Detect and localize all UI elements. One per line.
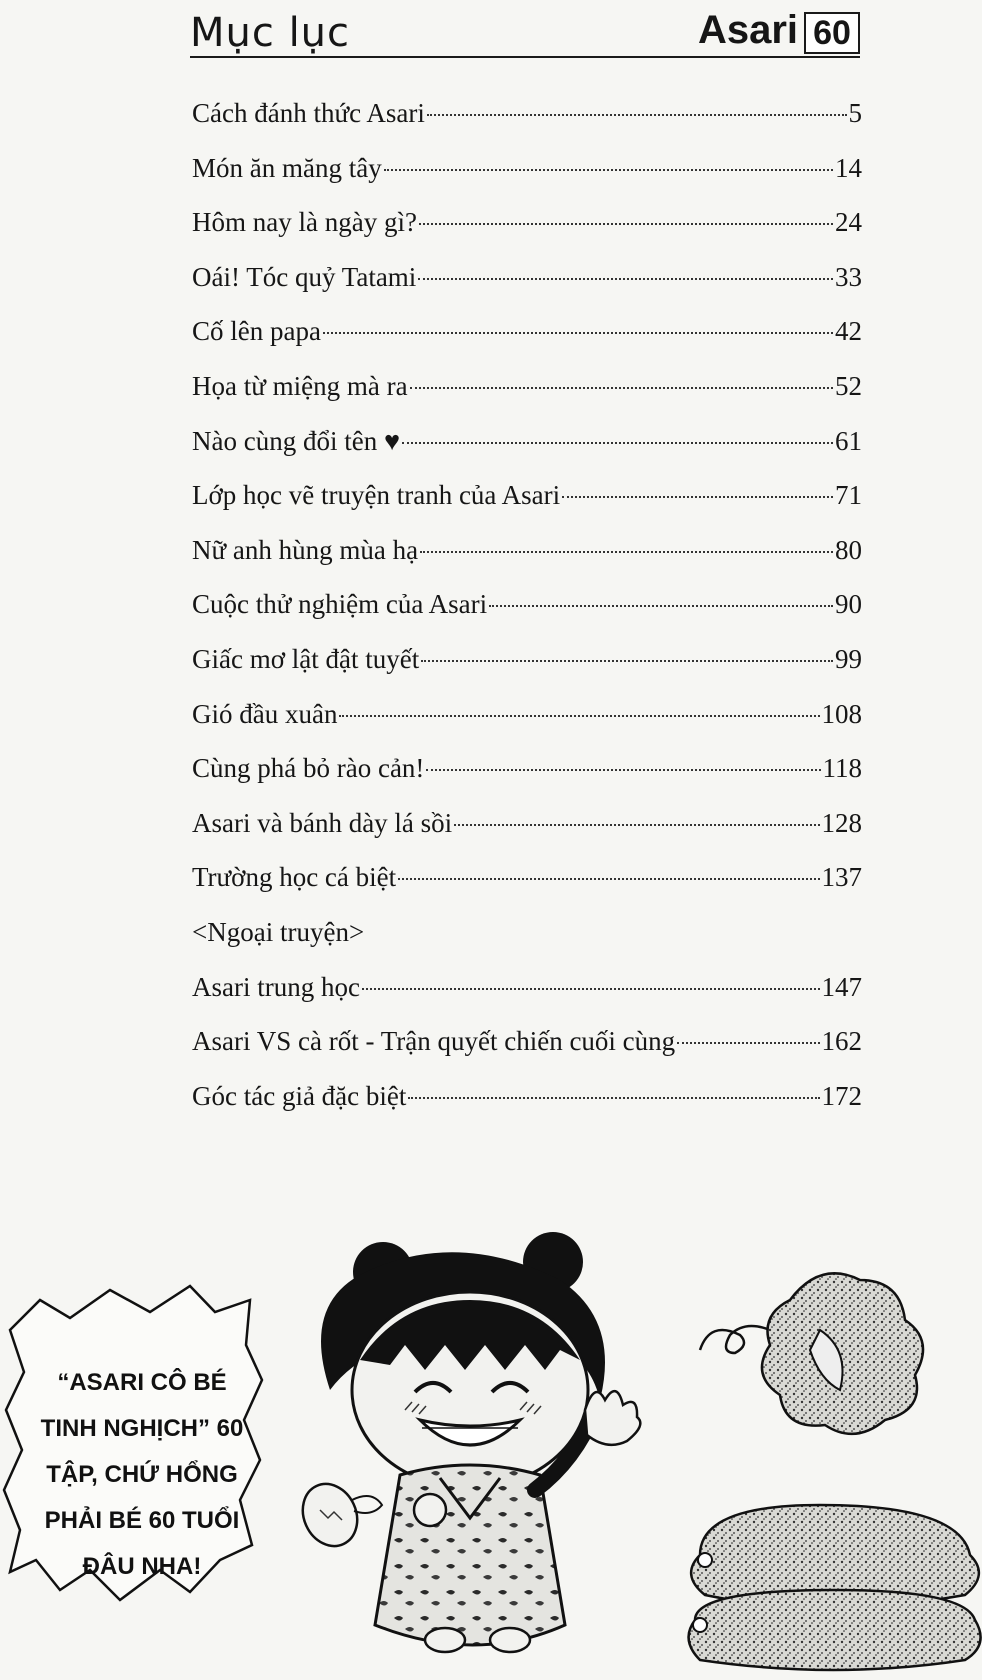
toc-entry[interactable] [192,141,862,196]
toc-entry[interactable] [192,523,862,578]
toc-entry-page: 172 [821,1080,862,1111]
toc-entry-title: Lớp học vẽ truyện tranh của Asari [192,480,561,511]
toc-entry-title: Oái! Tóc quỷ Tatami [192,261,417,292]
toc-entry[interactable] [192,414,862,469]
toc-entry-page: 80 [835,534,862,565]
toc-entry-page: 14 [835,152,862,183]
toc-entry-title: Trường học cá biệt [192,862,397,893]
toc-entry[interactable] [192,86,862,141]
dot-leader [562,495,833,498]
dot-leader [420,550,833,553]
page-title: Mục lục [190,10,351,56]
toc-entry-title: Cách đánh thức Asari [192,98,425,128]
toc-entry[interactable] [192,359,862,414]
page-header [190,6,860,58]
table-of-contents [192,86,862,1123]
dot-leader [402,441,833,444]
toc-entry-page: 147 [821,971,862,1002]
dot-leader [410,386,833,389]
toc-entry-title: Gió đầu xuân [192,698,338,729]
dot-leader [677,1041,819,1044]
toc-entry[interactable] [192,796,862,851]
toc-entry-page: 42 [835,316,862,347]
dot-leader [421,659,833,662]
toc-entry-page: 99 [835,643,862,674]
toc-entry-page: 128 [821,807,862,838]
toc-entry-page: 61 [835,425,862,456]
dot-leader [454,823,819,826]
toc-entry-title: Họa từ miệng mà ra [192,370,408,401]
dot-leader [398,877,819,880]
toc-entry[interactable] [192,632,862,687]
toc-entry[interactable] [192,304,862,359]
toc-entry-page: 71 [835,480,862,511]
dot-leader [384,168,833,171]
speech-line: “ASARI CÔ BÉ [57,1369,227,1396]
dot-leader [419,222,833,225]
toc-entry-title: Cùng phá bỏ rào cản! [192,753,425,784]
speech-line: ĐÂU NHA! [82,1553,202,1580]
toc-entry[interactable] [192,1014,862,1069]
speech-line: TẬP, CHỨ HỔNG [46,1461,238,1488]
toc-entry-page: 162 [821,1026,862,1057]
toc-entry-page: 137 [821,862,862,893]
toc-entry-page: 5 [848,98,862,128]
toc-entry-page: 90 [835,589,862,620]
toc-entry-title: Hôm nay là ngày gì? [192,207,417,238]
dot-leader [418,277,833,280]
toc-entry[interactable] [192,960,862,1015]
toc-entry-title: Góc tác giả đặc biệt [192,1080,407,1111]
volume-number: 60 [804,12,860,54]
toc-entry-title: Cố lên papa [192,316,321,347]
dot-leader [339,714,819,717]
toc-entry-page: 24 [835,207,862,238]
toc-entry-title: Cuộc thử nghiệm của Asari [192,589,488,620]
toc-entry-title: Nữ anh hùng mùa hạ [192,534,419,565]
toc-entry[interactable] [192,468,862,523]
speech-line: TINH NGHỊCH” 60 [40,1415,244,1442]
section-label: <Ngoại truyện> [192,916,365,947]
toc-entry[interactable] [192,850,862,905]
toc-entry-title: Asari và bánh dày lá sồi [192,807,453,838]
dot-leader [362,987,820,990]
toc-entry-page: 33 [835,261,862,292]
dot-leader [427,113,847,116]
toc-entry-title: Nào cùng đổi tên ♥ [192,425,400,456]
dot-leader [489,604,833,607]
toc-entry-title: Giấc mơ lật đật tuyết [192,643,420,674]
toc-entry[interactable] [192,687,862,742]
toc-entry-page: 108 [821,698,862,729]
series-name: Asari [697,8,798,52]
dot-leader [408,1096,819,1099]
toc-entry[interactable] [192,1069,862,1124]
toc-entry-page: 118 [822,753,862,784]
toc-entry[interactable] [192,250,862,305]
dot-leader [323,331,833,334]
toc-entry[interactable] [192,195,862,250]
speech-line: PHẢI BÉ 60 TUỔI [44,1507,240,1534]
speech-bubble-text [22,1360,262,1590]
cup-illustration [293,1475,382,1555]
toc-entry-title: Asari VS cà rốt - Trận quyết chiến cuối cùng [192,1026,676,1057]
toc-entry-title: Asari trung học [192,971,360,1002]
toc-entry[interactable] [192,577,862,632]
toc-entry-page: 52 [835,370,862,401]
dot-leader [426,768,820,771]
toc-entry-title: Món ăn măng tây [192,152,382,183]
toc-entry[interactable] [192,741,862,796]
